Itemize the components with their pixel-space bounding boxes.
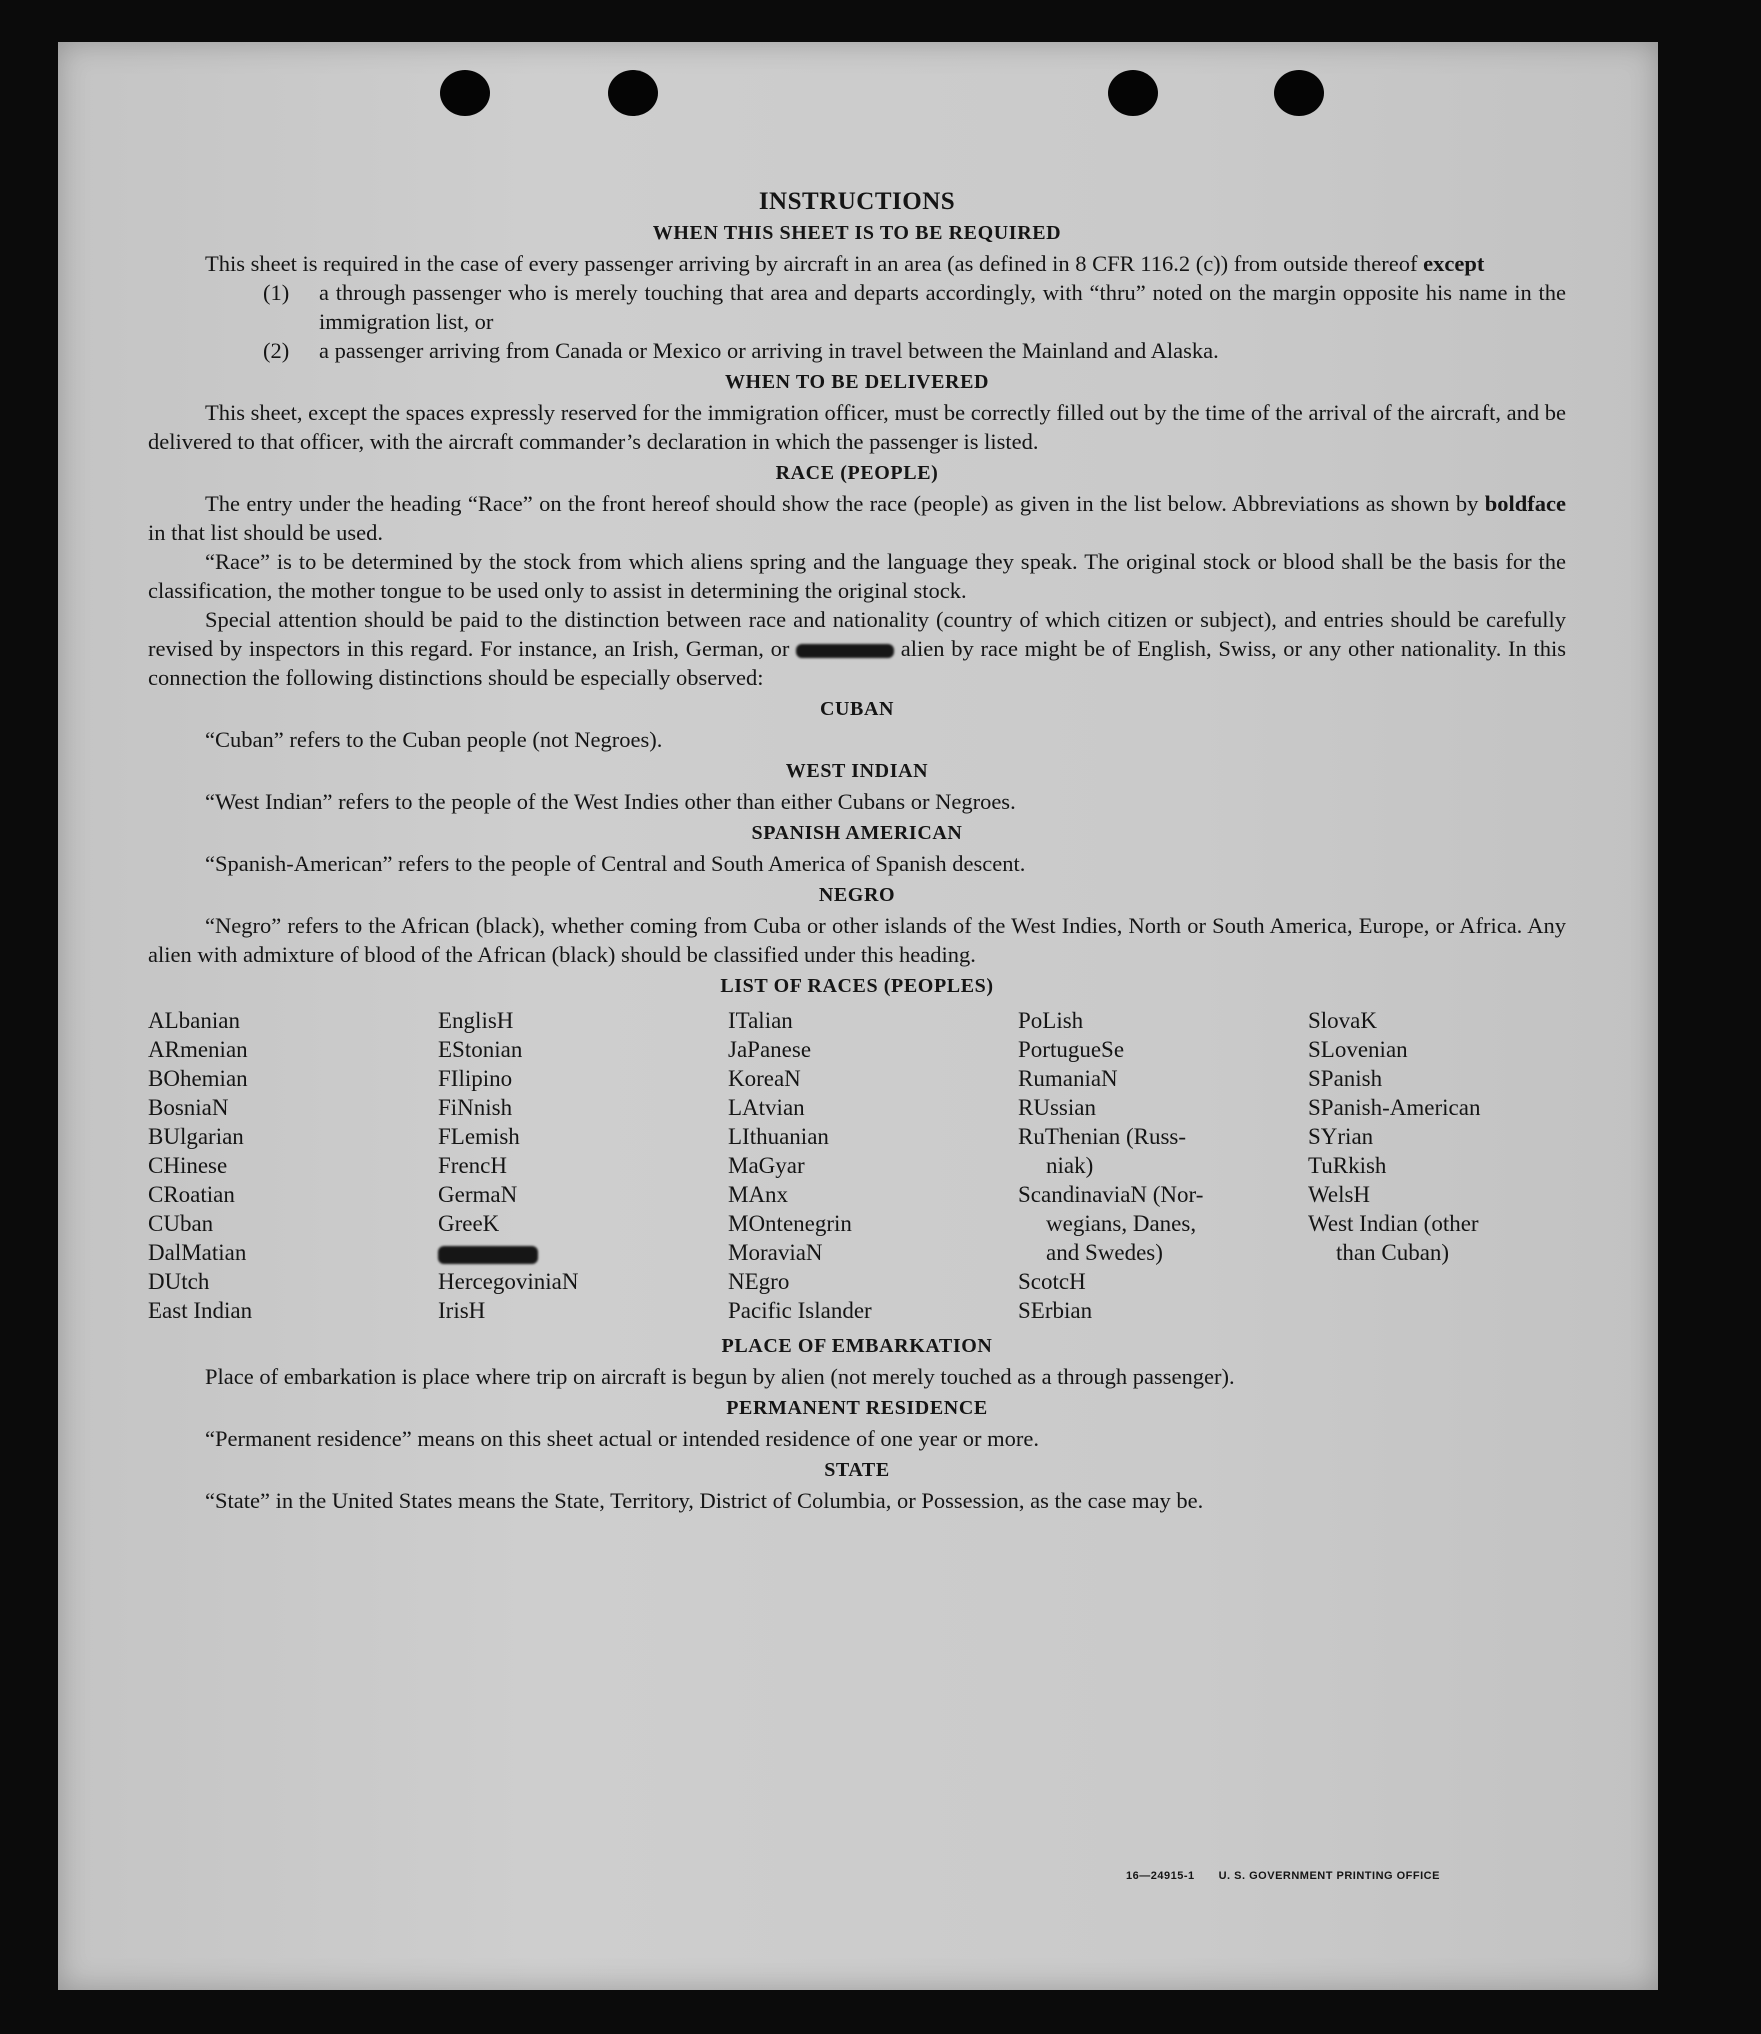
race-entry: SYrian [1308,1124,1374,1149]
required-intro: This sheet is required in the case of every passenger arriving by aircraft in an area (as defined in 8 CFR 116.2 (c)) from outside thereof except [205,251,1485,276]
section-heading-embarkation: PLACE OF EMBARKATION [721,1335,993,1357]
embarkation-text: Place of embarkation is place where trip on aircraft is begun by alien (not merely touched as a through passenger). [205,1364,1235,1389]
race-entry: ScandinaviaN (Nor- [1018,1182,1204,1207]
race-entry: SlovaK [1308,1008,1377,1033]
race-column [1018,1006,1308,1325]
race-entry: West Indian (other [1308,1211,1479,1236]
race-entry: ITalian [728,1008,793,1033]
race-entry: GreeK [438,1211,500,1236]
required-item: (2) a passenger arriving from Canada or Mexico or arriving in travel between the Mainland and Alaska. [263,338,1219,363]
race-entry: SPanish [1308,1066,1383,1091]
race-entry: SPanish-American [1308,1095,1481,1120]
punch-hole [1274,70,1324,116]
race-entry: FLemish [438,1124,520,1149]
punch-hole [1108,70,1158,116]
spanish-american-text: “Spanish-American” refers to the people of Central and South America of Spanish descent. [205,851,1026,876]
printer-credit: U. S. GOVERNMENT PRINTING OFFICE [1218,1870,1440,1882]
state-text: “State” in the United States means the State, Territory, District of Columbia, or Possession, as the case may be. [205,1488,1204,1513]
race-column [438,1006,728,1325]
race-entry: East Indian [148,1298,253,1323]
race-entry: MAnx [728,1182,789,1207]
race-entry: niak) [1046,1153,1094,1178]
west-indian-text: “West Indian” refers to the people of the West Indies other than either Cubans or Negroes. [205,789,1016,814]
race-entry: FIlipino [438,1066,513,1091]
required-item: (1) a through passenger who is merely touching that area and departs accordingly, with “thru” noted on the margin opposite his name in the immigration list, or [263,280,1566,334]
race-entry: IrisH [438,1298,486,1323]
race-entry: BUlgarian [148,1124,244,1149]
race-entry: RUssian [1018,1095,1096,1120]
race-entry: MoraviaN [728,1240,823,1265]
section-heading-state: STATE [824,1459,890,1481]
race-entry: DUtch [148,1269,210,1294]
race-entry: LAtvian [728,1095,805,1120]
punch-hole [608,70,658,116]
race-entry: JaPanese [728,1037,812,1062]
race-entry: MOntenegrin [728,1211,852,1236]
instructions-content [148,182,1566,1515]
race-entry: KoreaN [728,1066,801,1091]
section-heading-spanish-american: SPANISH AMERICAN [751,822,963,844]
race-column [148,1006,438,1325]
document-page [58,42,1658,1990]
race-entry: CUban [148,1211,214,1236]
race-entry: PortugueSe [1018,1037,1125,1062]
cuban-text: “Cuban” refers to the Cuban people (not Negroes). [205,727,663,752]
print-footer [1126,1870,1464,1882]
race-entry: Pacific Islander [728,1298,872,1323]
race-entry: FrencH [438,1153,507,1178]
punch-hole [440,70,490,116]
redaction-mark [438,1246,538,1264]
race-entry: EStonian [438,1037,523,1062]
race-entry: LIthuanian [728,1124,829,1149]
race-entry: than Cuban) [1336,1240,1450,1265]
race-entry: CHinese [148,1153,228,1178]
race-entry: PoLish [1018,1008,1084,1033]
race-entry: SLovenian [1308,1037,1408,1062]
race-entry-redacted [438,1238,728,1267]
race-entry: GermaN [438,1182,518,1207]
section-heading-list: LIST OF RACES (PEOPLES) [720,975,994,997]
race-entry: RuThenian (Russ- [1018,1124,1187,1149]
race-entry: BOhemian [148,1066,248,1091]
section-heading-west-indian: WEST INDIAN [785,760,929,782]
race-entry: SErbian [1018,1298,1093,1323]
race-entry: MaGyar [728,1153,805,1178]
race-entry: CRoatian [148,1182,235,1207]
race-paragraph-1: The entry under the heading “Race” on the front hereof should show the race (people) as given in the list below. Abbreviations as shown by boldface in that list should be used. [148,491,1566,545]
race-entry: HercegoviniaN [438,1269,579,1294]
race-column [728,1006,1018,1325]
race-list [148,1006,1566,1325]
page-title: INSTRUCTIONS [758,188,956,215]
section-heading-race: RACE (PEOPLE) [775,462,939,484]
race-entry: ScotcH [1018,1269,1086,1294]
section-heading-delivered: WHEN TO BE DELIVERED [724,371,990,393]
race-entry: RumaniaN [1018,1066,1118,1091]
redaction-mark [796,644,894,658]
race-entry: BosniaN [148,1095,229,1120]
race-entry: wegians, Danes, [1046,1211,1197,1236]
section-heading-required: WHEN THIS SHEET IS TO BE REQUIRED [652,222,1062,244]
race-entry: ARmenian [148,1037,248,1062]
race-paragraph-2: “Race” is to be determined by the stock from which aliens spring and the language they speak. The original stock or blood shall be the basis for the classification, the mother tongue to be used only to assist in determining the original stock. [148,549,1566,603]
race-entry: FiNnish [438,1095,513,1120]
race-entry: and Swedes) [1046,1240,1163,1265]
race-entry: EnglisH [438,1008,514,1033]
residence-text: “Permanent residence” means on this sheet actual or intended residence of one year or more. [205,1426,1040,1451]
race-entry: DalMatian [148,1240,247,1265]
race-column [1308,1006,1558,1325]
delivered-text: This sheet, except the spaces expressly reserved for the immigration officer, must be correctly filled out by the time of the arrival of the aircraft, and be delivered to that officer, with the aircraft commander’s declaration in which the passenger is listed. [148,400,1566,454]
negro-text: “Negro” refers to the African (black), whether coming from Cuba or other islands of the West Indies, North or South America, Europe, or Africa. Any alien with admixture of blood of the African (black) should be classified under this heading. [148,913,1566,967]
race-paragraph-3: Special attention should be paid to the distinction between race and nationality (country of which citizen or subject), and entries should be carefully revised by inspectors in this regard. For instance, an Irish, German, or alien by race might be of English, Swiss, or any other nationality. In this connection the following distinctions should be especially observed: [148,607,1567,690]
race-entry: ALbanian [148,1008,240,1033]
section-heading-negro: NEGRO [818,884,896,906]
section-heading-cuban: CUBAN [819,698,895,720]
race-entry: NEgro [728,1269,790,1294]
race-entry: WelsH [1308,1182,1371,1207]
section-heading-residence: PERMANENT RESIDENCE [726,1397,988,1419]
race-entry: TuRkish [1308,1153,1387,1178]
form-code: 16—24915-1 [1126,1870,1195,1882]
